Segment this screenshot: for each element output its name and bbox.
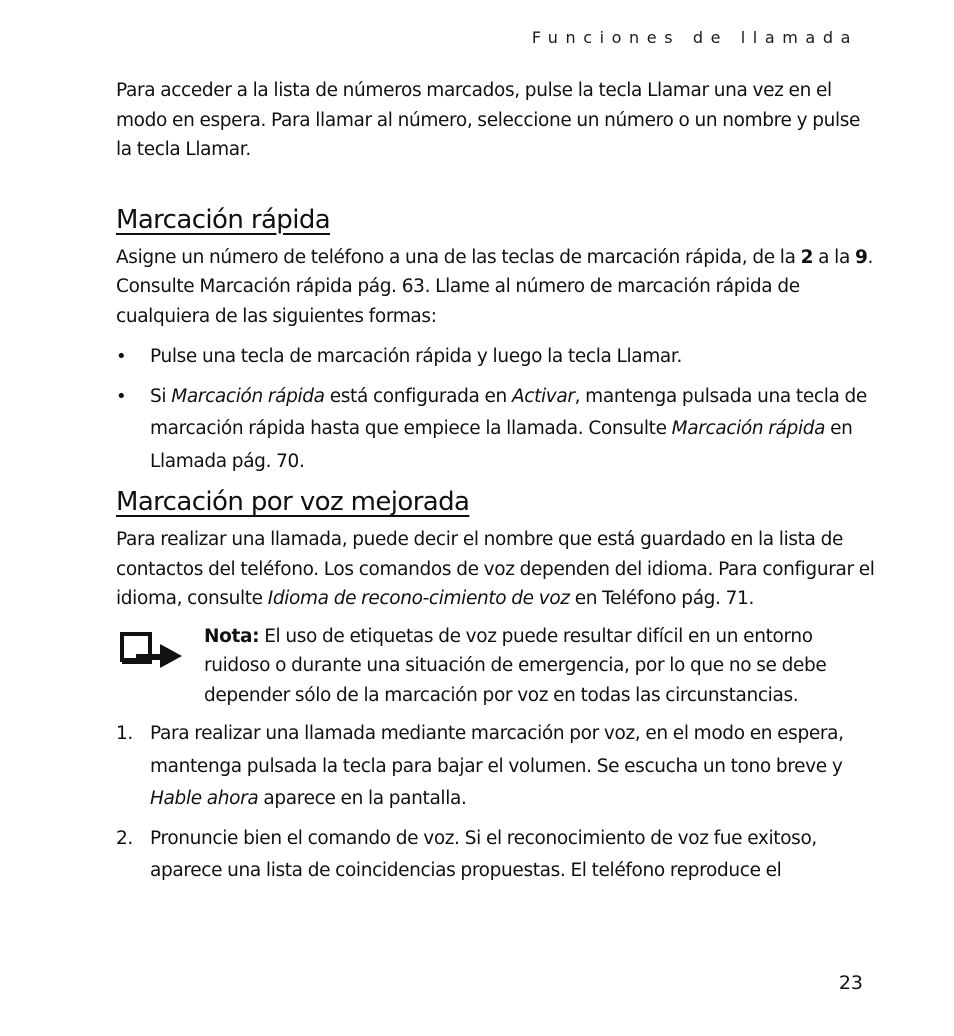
body-text: Para realizar una llamada, puede decir el nombre que está guardado en la lista de contactos del teléfono. Los comandos de voz dependen del idioma. Para configurar el idioma, consulte (116, 529, 875, 609)
italic-term: Idioma de recono-cimiento de voz (267, 588, 570, 609)
section-title-marcacion-por-voz: Marcación por voz mejorada (116, 487, 470, 517)
step-text: Pronuncie bien el comando de voz. Si el reconocimiento de voz fue exitoso, aparece una lista de coincidencias propuestas. El teléfono reproduce el (150, 827, 817, 881)
step-text: Para realizar una llamada mediante marcación por voz, en el modo en espera, mantenga pulsada la tecla para bajar el volumen. Se escucha un tono breve y (150, 723, 844, 777)
bullet-list (116, 341, 876, 478)
italic-term: Marcación rápida (671, 418, 826, 439)
steps-list (116, 718, 876, 888)
note-text (204, 622, 876, 711)
step-number: 1. (116, 723, 133, 744)
step-text: aparece en la pantalla. (258, 788, 467, 809)
note-box (116, 622, 876, 711)
running-header: Funciones de llamada (531, 28, 858, 47)
list-item (116, 823, 876, 888)
italic-term: Activar (511, 385, 575, 407)
section-body-marcacion-por-voz (116, 525, 876, 614)
list-item (116, 718, 876, 816)
page-number: 23 (838, 972, 863, 994)
step-number: 2. (116, 827, 133, 849)
intro-paragraph: Para acceder a la lista de números marcados, pulse la tecla Llamar una vez en el modo en espera. Para llamar al número, seleccione un número o un nombre y pulse la tecla Llamar. (116, 80, 861, 160)
body-text: a la (813, 246, 855, 268)
note-body: El uso de etiquetas de voz puede resultar difícil en un entorno ruidoso o durante una situación de emergencia, por lo que no se debe depender sólo de la marcación por voz en todas las circunstancias. (204, 625, 827, 706)
list-item (116, 341, 876, 374)
bullet-text: Si (150, 385, 172, 407)
note-label: Nota: (204, 625, 260, 647)
section-body-marcacion-rapida (116, 243, 876, 332)
key-digit-to: 9 (854, 246, 868, 268)
bullet-text: Pulse una tecla de marcación rápida y luego la tecla Llamar. (150, 346, 682, 367)
bullet-text: en Llamada pág. 70. (150, 418, 853, 472)
list-item (116, 381, 876, 479)
italic-term: Marcación rápida (171, 385, 325, 407)
bullet-icon: • (116, 346, 127, 367)
note-icon (118, 630, 186, 670)
bullet-text: está configurada en (324, 385, 512, 407)
bullet-text: , mantenga pulsada una tecla de marcación rápida hasta que empiece la llamada. Consulte (150, 385, 867, 439)
body-text: Asigne un número de teléfono a una de las teclas de marcación rápida, de la (116, 246, 801, 268)
key-digit-from: 2 (800, 246, 814, 268)
italic-term: Hable ahora (150, 788, 259, 809)
page-content (116, 76, 876, 895)
section-title-marcacion-rapida: Marcación rápida (116, 204, 331, 235)
body-text: . Consulte Marcación rápida pág. 63. Llame al número de marcación rápida de cualquiera de las siguientes formas: (116, 246, 874, 327)
body-text: en Teléfono pág. 71. (569, 588, 755, 609)
bullet-icon: • (116, 385, 127, 407)
